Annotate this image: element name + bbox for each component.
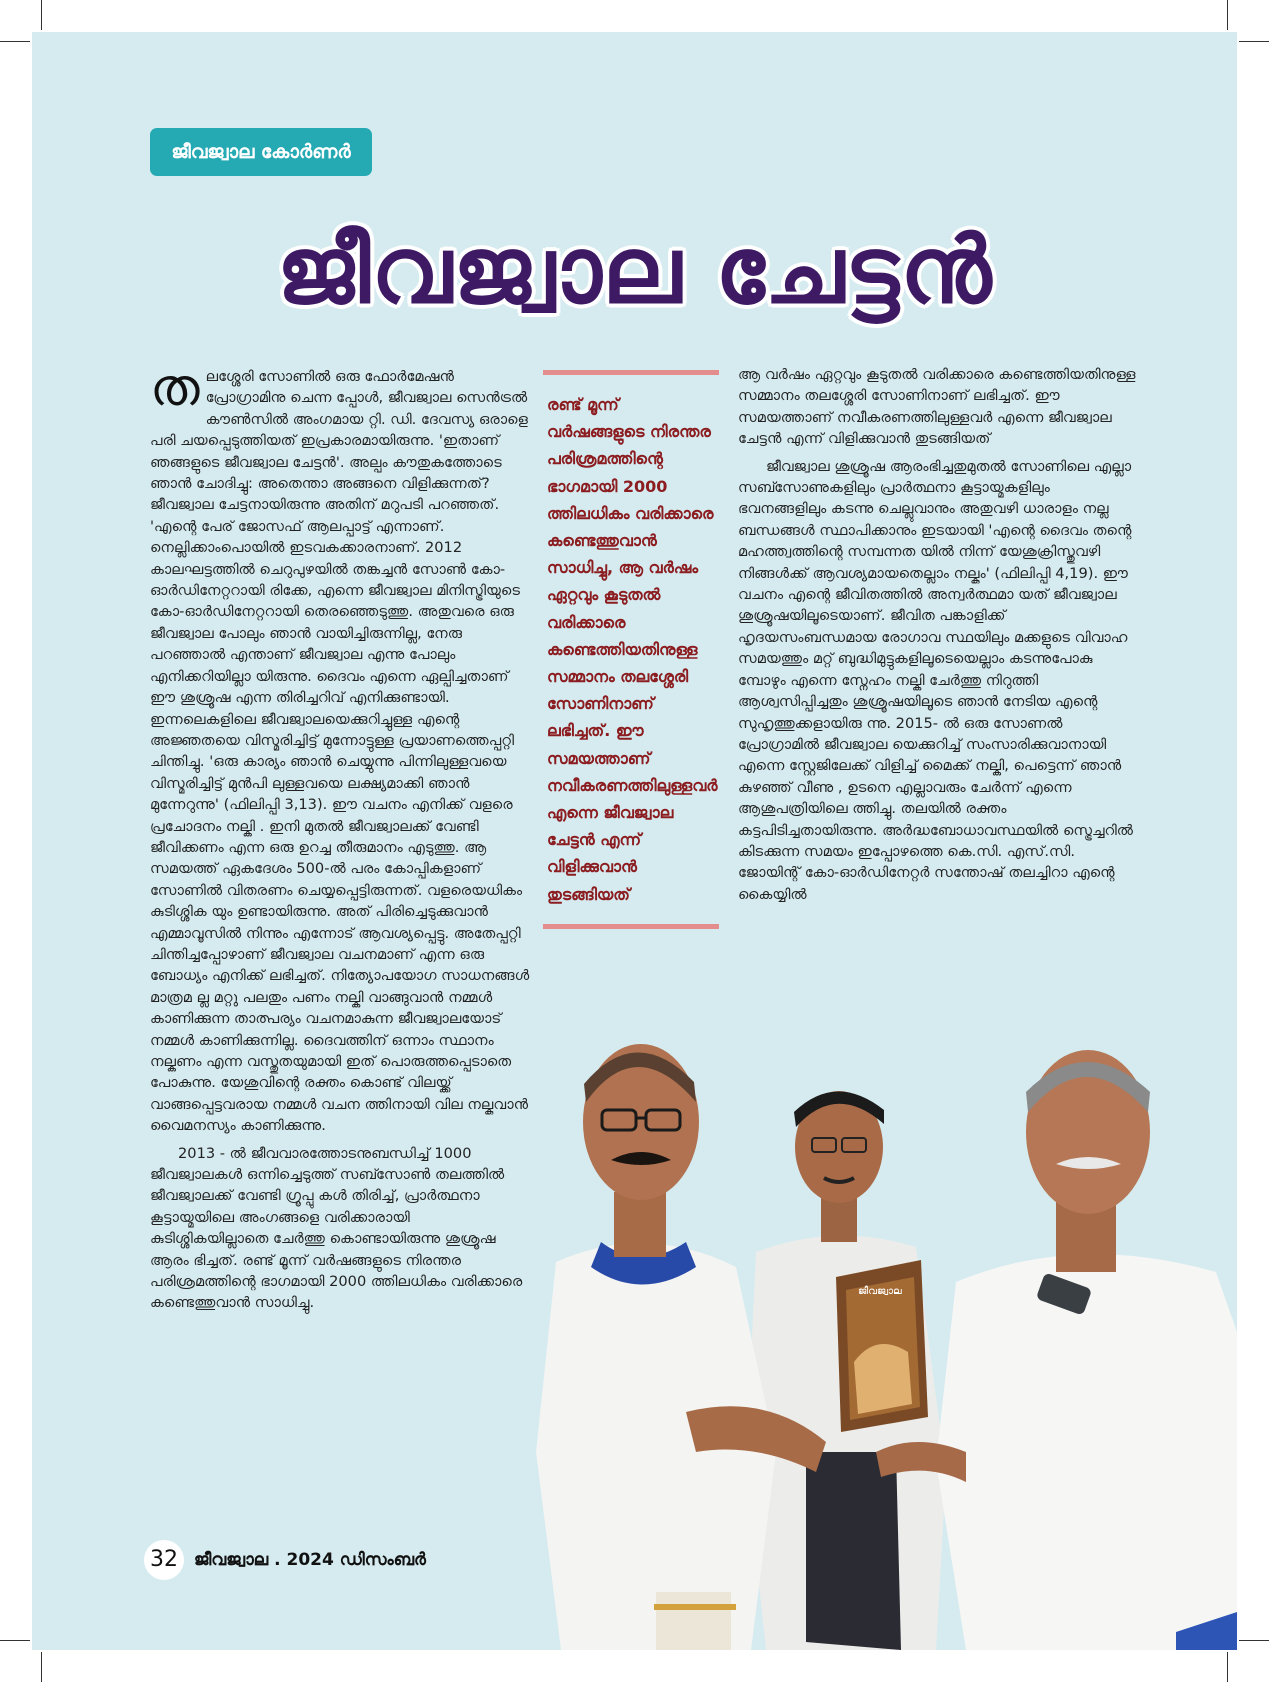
headline: ജീവജ്വാല ചേട്ടൻ [276,216,993,324]
pull-quote-text: രണ്ട് മൂന്ന് വർഷങ്ങളുടെ നിരന്തര പരിശ്രമത്തിന്റെ ഭാഗമായി 2000 ത്തിലധികം വരിക്കാരെ കണ്ടെത്തുവാൻ സാധിച്ചു, ആ വർഷം ഏറ്റവും കൂടുതൽ വരിക്കാരെ കണ്ടെത്തിയതിനുള്ള സമ്മാനം തലശ്ശേരി സോണിനാണ് ലഭിച്ചത്. ഈ സമയത്താണ് നവീകരണത്തിലുള്ളവർ എന്നെ ജീവജ്വാല ചേട്ടൻ എന്ന് വിളിക്കുവാൻ തുടങ്ങിയത് [547,395,718,904]
publication-line: ജീവജ്വാല . 2024 ഡിസംബർ [194,1550,426,1570]
pull-quote [543,370,719,929]
section-tag: ജീവജ്വാല കോർണർ [150,128,372,176]
crop-mark [1239,41,1269,42]
crop-mark [0,1640,30,1641]
crop-mark [41,1652,42,1682]
photo-magazine-cover [836,1260,928,1432]
article-paragraph: തലശ്ശേരി സോണിൽ ഒരു ഫോർമേഷൻ പ്രോഗ്രാമിനു ചെന്ന പ്പോൾ, ജീവജ്വാല സെൻട്രൽ കൗൺസിൽ അംഗമായ റ്റി. ഡി. ദേവസ്യ ഒരാളെ പരി ചയപ്പെടുത്തിയത് ഇപ്രകാരമായിരുന്നു. 'ഇതാണ് ഞങ്ങളുടെ ജീവജ്വാല ചേട്ടൻ'. അല്പം കൗതുകത്തോടെ ഞാൻ ചോദിച്ചു: അതെന്താ അങ്ങനെ വിളിക്കുന്നത്? ജീവജ്വാല ചേട്ടനായിരുന്നു അതിന് മറുപടി പറഞ്ഞത്. 'എന്റെ പേര് ജോസഫ് ആലപ്പാട്ട് എന്നാണ്. നെല്ലിക്കാംപൊയിൽ ഇടവകക്കാരനാണ്. 2012 കാലഘട്ടത്തിൽ ചെറുപുഴയിൽ തങ്കച്ചൻ സോൺ കോ-ഓർഡിനേറ്ററായി രിക്കേ, എന്നെ ജീവജ്വാല മിനിസ്ട്രിയുടെ കോ-ഓർഡിനേറ്ററായി തെരഞ്ഞെടുത്തു. അതുവരെ ഒരു ജീവജ്വാല പോലും ഞാൻ വായിച്ചിരുന്നില്ല, നേരു പറഞ്ഞാൽ എന്താണ് ജീവജ്വാല എന്നു പോലും എനിക്കറിയില്ലാ യിരുന്നു. ദൈവം എന്നെ ഏല്പിച്ചതാണ് ഈ ശുശ്രൂഷ എന്ന തിരിച്ചറിവ് എനിക്കുണ്ടായി. ഇന്നലെകളിലെ ജീവജ്വാലയെക്കുറിച്ചുള്ള എന്റെ അജ്ഞതയെ വിസ്മരിച്ചിട്ട് മുന്നോട്ടുള്ള പ്രയാണത്തെപ്പറ്റി ചിന്തിച്ചു. 'ഒരു കാര്യം ഞാൻ ചെയ്യുന്നു പിന്നിലുള്ളവയെ വിസ്മരിച്ചിട്ട് മുൻപി ലുള്ളവയെ ലക്ഷ്യമാക്കി ഞാൻ മുന്നേറുന്നു' (ഫിലിപ്പി 3,13). ഈ വചനം എനിക്ക് വളരെ പ്രചോദനം നല്കി . ഇനി മുതൽ ജീവജ്വാലക്ക് വേണ്ടി ജീവിക്കണം എന്ന ഒരു ഉറച്ച തീരുമാനം എടുത്തു. ആ സമയത്ത് ഏകദേശം 500-ൽ പരം കോപ്പികളാണ് സോണിൽ വിതരണം ചെയ്യപ്പെട്ടിരുന്നത്. വളരെയധികം കുടിശ്ശിക യും ഉണ്ടായിരുന്നു. അത് പിരിച്ചെടുക്കുവാൻ എമ്മാവൂസിൽ നിന്നും എന്നോട് ആവശ്യപ്പെട്ടു. അതേപ്പറ്റി ചിന്തിച്ചപ്പോഴാണ് ജീവജ്വാല വചനമാണ് എന്ന ഒരു ബോധ്യം എനിക്ക് ലഭിച്ചത്. നിത്യോപയോഗ സാധനങ്ങൾ മാത്രമ ല്ല മറ്റു പലതും പണം നല്കി വാങ്ങുവാൻ നമ്മൾ കാണിക്കുന്ന താത്പര്യം വചനമാകുന്ന ജീവജ്വാലയോട് നമ്മൾ കാണിക്കുന്നില്ല. ദൈവത്തിന് ഒന്നാം സ്ഥാനം നല്കണം എന്ന വസ്തുതയുമായി ഇത് പൊരുത്തപ്പെടാതെ പോകുന്നു. യേശുവിന്റെ രക്തം കൊണ്ട് വിലയ്ക്ക് വാങ്ങപ്പെട്ടവരായ നമ്മൾ വചന ത്തിനായി വില നല്കുവാൻ വൈമനസ്യം കാണിക്കുന്നു. [150,358,530,1135]
crop-mark [41,0,42,30]
drop-cap: ത [150,358,200,418]
page-footer [144,1540,426,1580]
article-column-right [738,364,1138,905]
photo-three-men-magazine [536,1032,1237,1650]
article-paragraph: 2013 - ൽ ജീവവാരത്തോടനുബന്ധിച്ച് 1000 ജീവജ്വാലകൾ ഒന്നിച്ചെടുത്ത് സബ്സോൺ തലത്തിൽ ജീവജ്വാലക്ക് വേണ്ടി ഗ്രൂപ്പു കൾ തിരിച്ച്, പ്രാർത്ഥനാ കൂട്ടായ്മയിലെ അംഗങ്ങളെ വരിക്കാരായി കുടിശ്ശികയില്ലാതെ ചേർത്തു കൊണ്ടായിരുന്നു ശുശ്രൂഷ ആരം ഭിച്ചത്. രണ്ട് മൂന്ന് വർഷങ്ങളുടെ നിരന്തര പരിശ്രമത്തിന്റെ ഭാഗമായി 2000 ത്തിലധികം വരിക്കാരെ കണ്ടെത്തുവാൻ സാധിച്ചു. [150,1144,523,1312]
article-paragraph: ജീവജ്വാല ശുശ്രൂഷ ആരംഭിച്ചതുമുതൽ സോണിലെ എല്ലാ സബ്സോണുകളിലും പ്രാർത്ഥനാ കൂട്ടായ്മകളിലും ഭവനങ്ങളിലും കടന്നു ചെല്ലുവാനും അതുവഴി ധാരാളം നല്ല ബന്ധങ്ങൾ സ്ഥാപിക്കാനും ഇടയായി 'എന്റെ ദൈവം തന്റെ മഹത്ത്വത്തിന്റെ സമ്പന്നത യിൽ നിന്ന് യേശുക്രിസ്തുവഴി നിങ്ങൾക്ക് ആവശ്യമായതെല്ലാം നല്കും' (ഫിലിപ്പി 4,19). ഈ വചനം എന്റെ ജീവിതത്തിൽ അന്വർത്ഥമാ യത് ജീവജ്വാല ശുശ്രൂഷയിലൂടെയാണ്. ജീവിത പങ്കാളിക്ക് ഹൃദയസംബന്ധമായ രോഗാവ സ്ഥയിലും മക്കളുടെ വിവാഹ സമയത്തും മറ്റ് ബുദ്ധിമുട്ടുകളിലൂടെയെല്ലാം കടന്നുപോകു മ്പോഴും എന്നെ സ്നേഹം നല്കി ചേർത്തു നിറുത്തി ആശ്വസിപ്പിച്ചതും ശുശ്രൂഷയിലൂടെ ഞാൻ നേടിയ എന്റെ സുഹൃത്തുക്കളായിരു ന്നു. 2015- ൽ ഒരു സോണൽ പ്രോഗ്രാമിൽ ജീവജ്വാല യെക്കുറിച്ച് സംസാരിക്കുവാനായി എന്നെ സ്റ്റേജിലേക്ക് വിളിച്ച് മൈക്ക് നല്കി, പെട്ടെന്ന് ഞാൻ കുഴഞ്ഞ് വീണു , ഉടനെ എല്ലാവരും ചേർന്ന് എന്നെ ആശുപത്രിയിലെ ത്തിച്ചു. തലയിൽ രക്തം കട്ടപിടിച്ചതായിരുന്നു. അർദ്ധബോധാവസ്ഥയിൽ സ്ട്രെച്ചറിൽ കിടക്കുന്ന സമയം ഇപ്പോഴത്തെ കെ.സി. എസ്.സി. ജോയിന്റ് കോ-ഓർഡിനേറ്റർ സന്തോഷ് തലച്ചിറാ എന്റെ കൈയ്യിൽ [738,457,1134,903]
magazine-page [32,32,1237,1650]
crop-mark [1227,0,1228,30]
crop-mark [0,41,30,42]
photo-magazine-title: ജീവജ്വാല [858,1286,902,1297]
page-number: 32 [144,1540,184,1580]
article-column-left [150,358,530,1314]
crop-mark [1227,1652,1228,1682]
article-paragraph: ആ വർഷം ഏറ്റവും കൂടുതൽ വരിക്കാരെ കണ്ടെത്തിയതിനുള്ള സമ്മാനം തലശ്ശേരി സോണിനാണ് ലഭിച്ചത്. ഈ സമയത്താണ് നവീകരണത്തിലുള്ളവർ എന്നെ ജീവജ്വാല ചേട്ടൻ എന്ന് വിളിക്കുവാൻ തുടങ്ങിയത് [738,366,1136,448]
crop-mark [1239,1640,1269,1641]
